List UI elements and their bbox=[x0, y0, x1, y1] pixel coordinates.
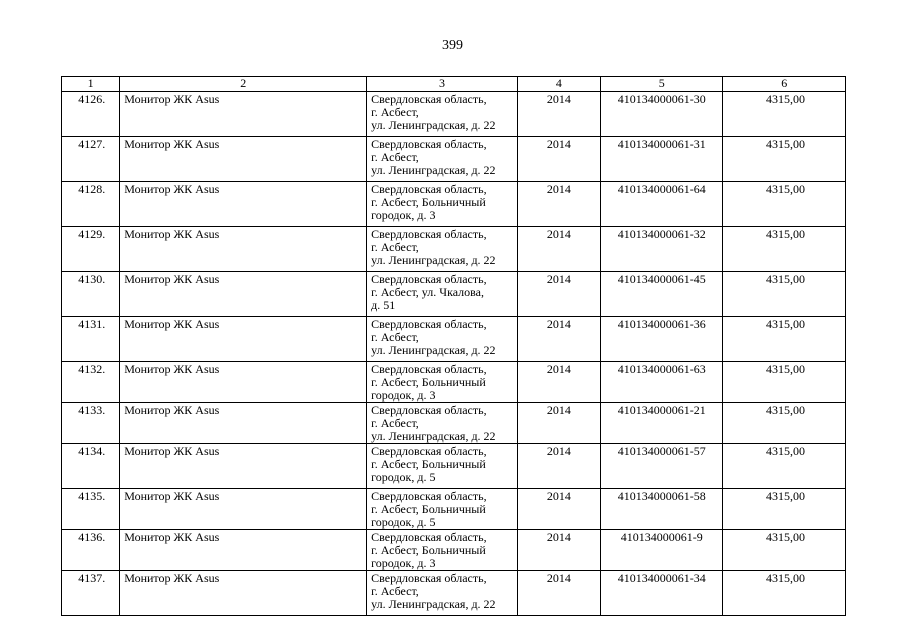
column-header: 3 bbox=[367, 77, 518, 92]
table-row bbox=[62, 489, 846, 530]
item-name-cell: Монитор ЖК Asus bbox=[120, 403, 367, 444]
year-cell: 2014 bbox=[517, 227, 600, 272]
price-cell: 4315,00 bbox=[723, 317, 846, 362]
header-row bbox=[62, 77, 846, 92]
inventory-table bbox=[61, 76, 846, 616]
item-name-cell: Монитор ЖК Asus bbox=[120, 182, 367, 227]
price-cell: 4315,00 bbox=[723, 571, 846, 616]
price-cell: 4315,00 bbox=[723, 362, 846, 403]
item-name-cell: Монитор ЖК Asus bbox=[120, 317, 367, 362]
address-cell: Свердловская область, г. Асбест, ул. Ленинградская, д. 22 bbox=[367, 403, 518, 444]
year-cell: 2014 bbox=[517, 362, 600, 403]
inventory-code-cell: 410134000061-9 bbox=[601, 530, 723, 571]
address-cell: Свердловская область, г. Асбест, Больничный городок, д. 3 bbox=[367, 362, 518, 403]
item-name-cell: Монитор ЖК Asus bbox=[120, 92, 367, 137]
inventory-code-cell: 410134000061-36 bbox=[601, 317, 723, 362]
column-header: 1 bbox=[62, 77, 120, 92]
item-name-cell: Монитор ЖК Asus bbox=[120, 489, 367, 530]
address-cell: Свердловская область, г. Асбест, Больничный городок, д. 3 bbox=[367, 530, 518, 571]
item-name-cell: Монитор ЖК Asus bbox=[120, 571, 367, 616]
table-row bbox=[62, 272, 846, 317]
address-cell: Свердловская область, г. Асбест, ул. Ленинградская, д. 22 bbox=[367, 317, 518, 362]
year-cell: 2014 bbox=[517, 182, 600, 227]
table-row bbox=[62, 444, 846, 489]
address-cell: Свердловская область, г. Асбест, Больничный городок, д. 5 bbox=[367, 489, 518, 530]
inventory-code-cell: 410134000061-34 bbox=[601, 571, 723, 616]
year-cell: 2014 bbox=[517, 137, 600, 182]
row-number-cell: 4131. bbox=[62, 317, 120, 362]
year-cell: 2014 bbox=[517, 489, 600, 530]
inventory-code-cell: 410134000061-31 bbox=[601, 137, 723, 182]
row-number-cell: 4135. bbox=[62, 489, 120, 530]
inventory-code-cell: 410134000061-63 bbox=[601, 362, 723, 403]
address-cell: Свердловская область, г. Асбест, Больничный городок, д. 5 bbox=[367, 444, 518, 489]
year-cell: 2014 bbox=[517, 571, 600, 616]
item-name-cell: Монитор ЖК Asus bbox=[120, 362, 367, 403]
address-cell: Свердловская область, г. Асбест, ул. Ленинградская, д. 22 bbox=[367, 137, 518, 182]
address-cell: Свердловская область, г. Асбест, ул. Ленинградская, д. 22 bbox=[367, 571, 518, 616]
row-number-cell: 4137. bbox=[62, 571, 120, 616]
column-header: 6 bbox=[723, 77, 846, 92]
table-row bbox=[62, 530, 846, 571]
row-number-cell: 4130. bbox=[62, 272, 120, 317]
row-number-cell: 4134. bbox=[62, 444, 120, 489]
year-cell: 2014 bbox=[517, 444, 600, 489]
column-header: 2 bbox=[120, 77, 367, 92]
table-row bbox=[62, 317, 846, 362]
row-number-cell: 4126. bbox=[62, 92, 120, 137]
inventory-code-cell: 410134000061-58 bbox=[601, 489, 723, 530]
table-body bbox=[62, 92, 846, 616]
address-cell: Свердловская область, г. Асбест, ул. Ленинградская, д. 22 bbox=[367, 227, 518, 272]
row-number-cell: 4128. bbox=[62, 182, 120, 227]
price-cell: 4315,00 bbox=[723, 530, 846, 571]
inventory-code-cell: 410134000061-30 bbox=[601, 92, 723, 137]
table-row bbox=[62, 362, 846, 403]
item-name-cell: Монитор ЖК Asus bbox=[120, 444, 367, 489]
row-number-cell: 4133. bbox=[62, 403, 120, 444]
price-cell: 4315,00 bbox=[723, 182, 846, 227]
table-row bbox=[62, 403, 846, 444]
year-cell: 2014 bbox=[517, 92, 600, 137]
year-cell: 2014 bbox=[517, 403, 600, 444]
page-number: 399 bbox=[442, 38, 463, 53]
price-cell: 4315,00 bbox=[723, 137, 846, 182]
inventory-code-cell: 410134000061-21 bbox=[601, 403, 723, 444]
inventory-code-cell: 410134000061-64 bbox=[601, 182, 723, 227]
item-name-cell: Монитор ЖК Asus bbox=[120, 227, 367, 272]
item-name-cell: Монитор ЖК Asus bbox=[120, 272, 367, 317]
table-row bbox=[62, 571, 846, 616]
price-cell: 4315,00 bbox=[723, 489, 846, 530]
inventory-code-cell: 410134000061-57 bbox=[601, 444, 723, 489]
price-cell: 4315,00 bbox=[723, 227, 846, 272]
column-header: 4 bbox=[517, 77, 600, 92]
table-row bbox=[62, 182, 846, 227]
price-cell: 4315,00 bbox=[723, 92, 846, 137]
table-row bbox=[62, 92, 846, 137]
item-name-cell: Монитор ЖК Asus bbox=[120, 137, 367, 182]
inventory-code-cell: 410134000061-32 bbox=[601, 227, 723, 272]
table-row bbox=[62, 227, 846, 272]
price-cell: 4315,00 bbox=[723, 272, 846, 317]
row-number-cell: 4127. bbox=[62, 137, 120, 182]
year-cell: 2014 bbox=[517, 317, 600, 362]
address-cell: Свердловская область, г. Асбест, ул. Чкалова, д. 51 bbox=[367, 272, 518, 317]
item-name-cell: Монитор ЖК Asus bbox=[120, 530, 367, 571]
row-number-cell: 4132. bbox=[62, 362, 120, 403]
row-number-cell: 4129. bbox=[62, 227, 120, 272]
address-cell: Свердловская область, г. Асбест, Больничный городок, д. 3 bbox=[367, 182, 518, 227]
price-cell: 4315,00 bbox=[723, 403, 846, 444]
year-cell: 2014 bbox=[517, 530, 600, 571]
row-number-cell: 4136. bbox=[62, 530, 120, 571]
inventory-code-cell: 410134000061-45 bbox=[601, 272, 723, 317]
year-cell: 2014 bbox=[517, 272, 600, 317]
address-cell: Свердловская область, г. Асбест, ул. Ленинградская, д. 22 bbox=[367, 92, 518, 137]
table-row bbox=[62, 137, 846, 182]
price-cell: 4315,00 bbox=[723, 444, 846, 489]
column-header: 5 bbox=[601, 77, 723, 92]
